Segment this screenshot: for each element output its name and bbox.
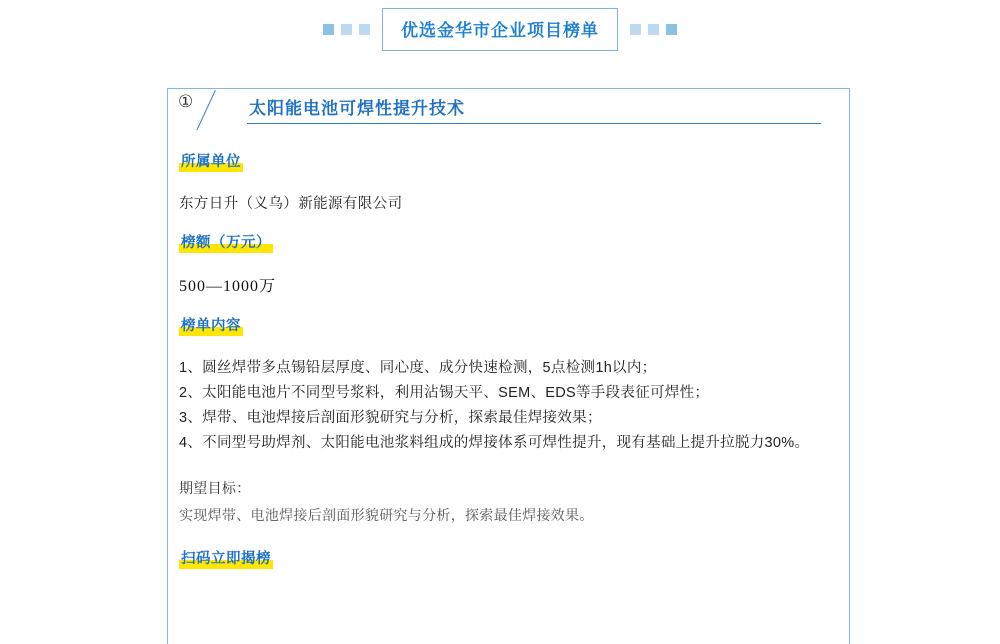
decoration-square bbox=[359, 24, 370, 35]
field-amount bbox=[179, 231, 839, 296]
amount-label: 榜额（万元） bbox=[179, 231, 273, 253]
amount-value: 500—1000万 bbox=[179, 278, 277, 295]
list-item: 1、圆丝焊带多点锡铅层厚度、同心度、成分快速检测，5点检测1h以内； bbox=[179, 360, 657, 376]
project-title-row bbox=[213, 92, 823, 130]
field-content bbox=[179, 314, 839, 456]
decoration-square bbox=[630, 24, 641, 35]
project-content bbox=[179, 150, 839, 569]
decoration-square bbox=[648, 24, 659, 35]
decoration-square bbox=[666, 24, 677, 35]
scan-label[interactable]: 扫码立即揭榜 bbox=[179, 547, 273, 569]
banner-title-box bbox=[382, 8, 618, 51]
field-scan[interactable] bbox=[179, 547, 839, 569]
list-item: 3、焊带、电池焊接后剖面形貌研究与分析，探索最佳焊接效果； bbox=[179, 410, 602, 426]
list-item: 2、太阳能电池片不同型号浆料，利用沾锡天平、SEM、EDS等手段表征可焊性； bbox=[179, 385, 710, 401]
content-label: 榜单内容 bbox=[179, 314, 243, 336]
page-title: 优选金华市企业项目榜单 bbox=[401, 20, 599, 40]
banner-left-decoration bbox=[323, 24, 370, 35]
decoration-square bbox=[341, 24, 352, 35]
project-title: 太阳能电池可焊性提升技术 bbox=[249, 99, 465, 118]
unit-value: 东方日升（义乌）新能源有限公司 bbox=[179, 196, 403, 212]
page-banner bbox=[0, 6, 1000, 52]
list-item: 4、不同型号助焊剂、太阳能电池浆料组成的焊接体系可焊性提升，现有基础上提升拉脱力30%。 bbox=[179, 435, 810, 451]
banner-right-decoration bbox=[630, 24, 677, 35]
unit-label: 所属单位 bbox=[179, 150, 243, 172]
decoration-square bbox=[323, 24, 334, 35]
field-unit bbox=[179, 150, 839, 213]
content-list bbox=[179, 356, 839, 456]
slash-decoration-icon bbox=[213, 92, 247, 128]
goal-value: 实现焊带、电池焊接后剖面形貌研究与分析，探索最佳焊接效果。 bbox=[179, 507, 594, 523]
title-underline bbox=[247, 123, 821, 124]
project-index: ① bbox=[178, 92, 194, 111]
goal-label: 期望目标： bbox=[179, 480, 251, 496]
